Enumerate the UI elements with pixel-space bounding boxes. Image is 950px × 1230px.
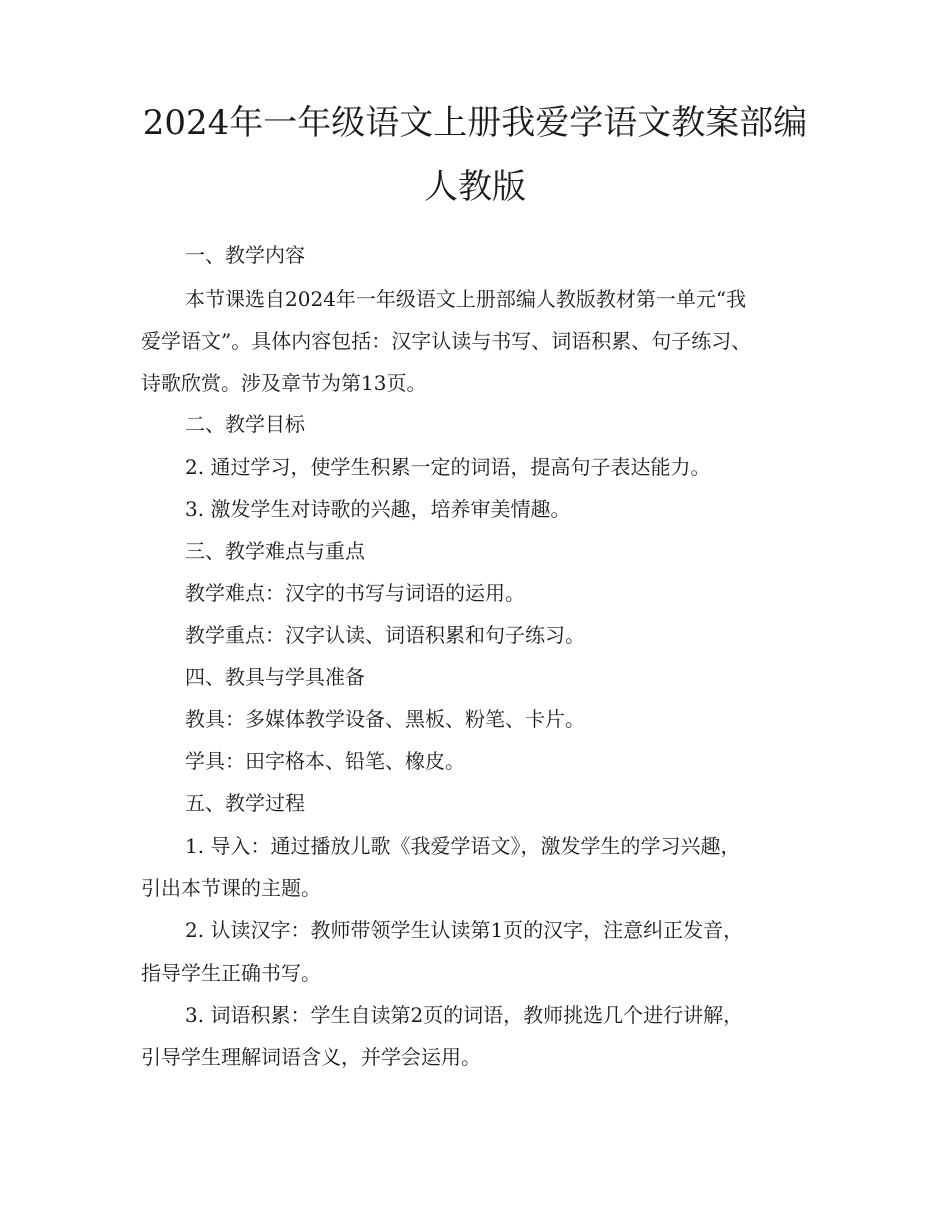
list-item: 1. 导入：通过播放儿歌《我爱学语文》，激发学生的学习兴趣，: [185, 834, 741, 858]
paragraph-line: 本节课选自2024年一年级语文上册部编人教版教材第一单元“我: [185, 287, 747, 311]
paragraph-line: 教学难点：汉字的书写与词语的运用。: [185, 581, 525, 605]
list-item: 2. 通过学习，使学生积累一定的词语，提高句子表达能力。: [185, 455, 711, 479]
document-title-line-1: 2024年一年级语文上册我爱学语文教案部编: [142, 103, 808, 143]
section-heading-difficulties: 三、教学难点与重点: [185, 539, 365, 563]
list-item-continuation: 引导学生理解词语含义，并学会运用。: [141, 1045, 481, 1069]
list-item: 3. 激发学生对诗歌的兴趣，培养审美情趣。: [185, 497, 571, 521]
section-heading-process: 五、教学过程: [185, 791, 305, 815]
paragraph-line: 学具：田字格本、铅笔、橡皮。: [185, 749, 465, 773]
list-item: 2. 认读汉字：教师带领学生认读第1页的汉字，注意纠正发音，: [185, 918, 744, 942]
section-heading-content: 一、教学内容: [185, 243, 305, 267]
section-heading-goals: 二、教学目标: [185, 412, 305, 436]
paragraph-line: 教学重点：汉字认读、词语积累和句子练习。: [185, 623, 585, 647]
paragraph-line: 爱学语文”。具体内容包括：汉字认读与书写、词语积累、句子练习、: [141, 329, 752, 353]
paragraph-line: 教具：多媒体教学设备、黑板、粉笔、卡片。: [185, 707, 585, 731]
list-item-continuation: 指导学生正确书写。: [141, 961, 321, 985]
list-item: 3. 词语积累：学生自读第2页的词语，教师挑选几个进行讲解，: [185, 1003, 744, 1027]
list-item-continuation: 引出本节课的主题。: [141, 876, 321, 900]
paragraph-line: 诗歌欣赏。涉及章节为第13页。: [141, 371, 427, 395]
section-heading-materials: 四、教具与学具准备: [185, 665, 365, 689]
document-title-line-2: 人教版: [424, 167, 526, 207]
